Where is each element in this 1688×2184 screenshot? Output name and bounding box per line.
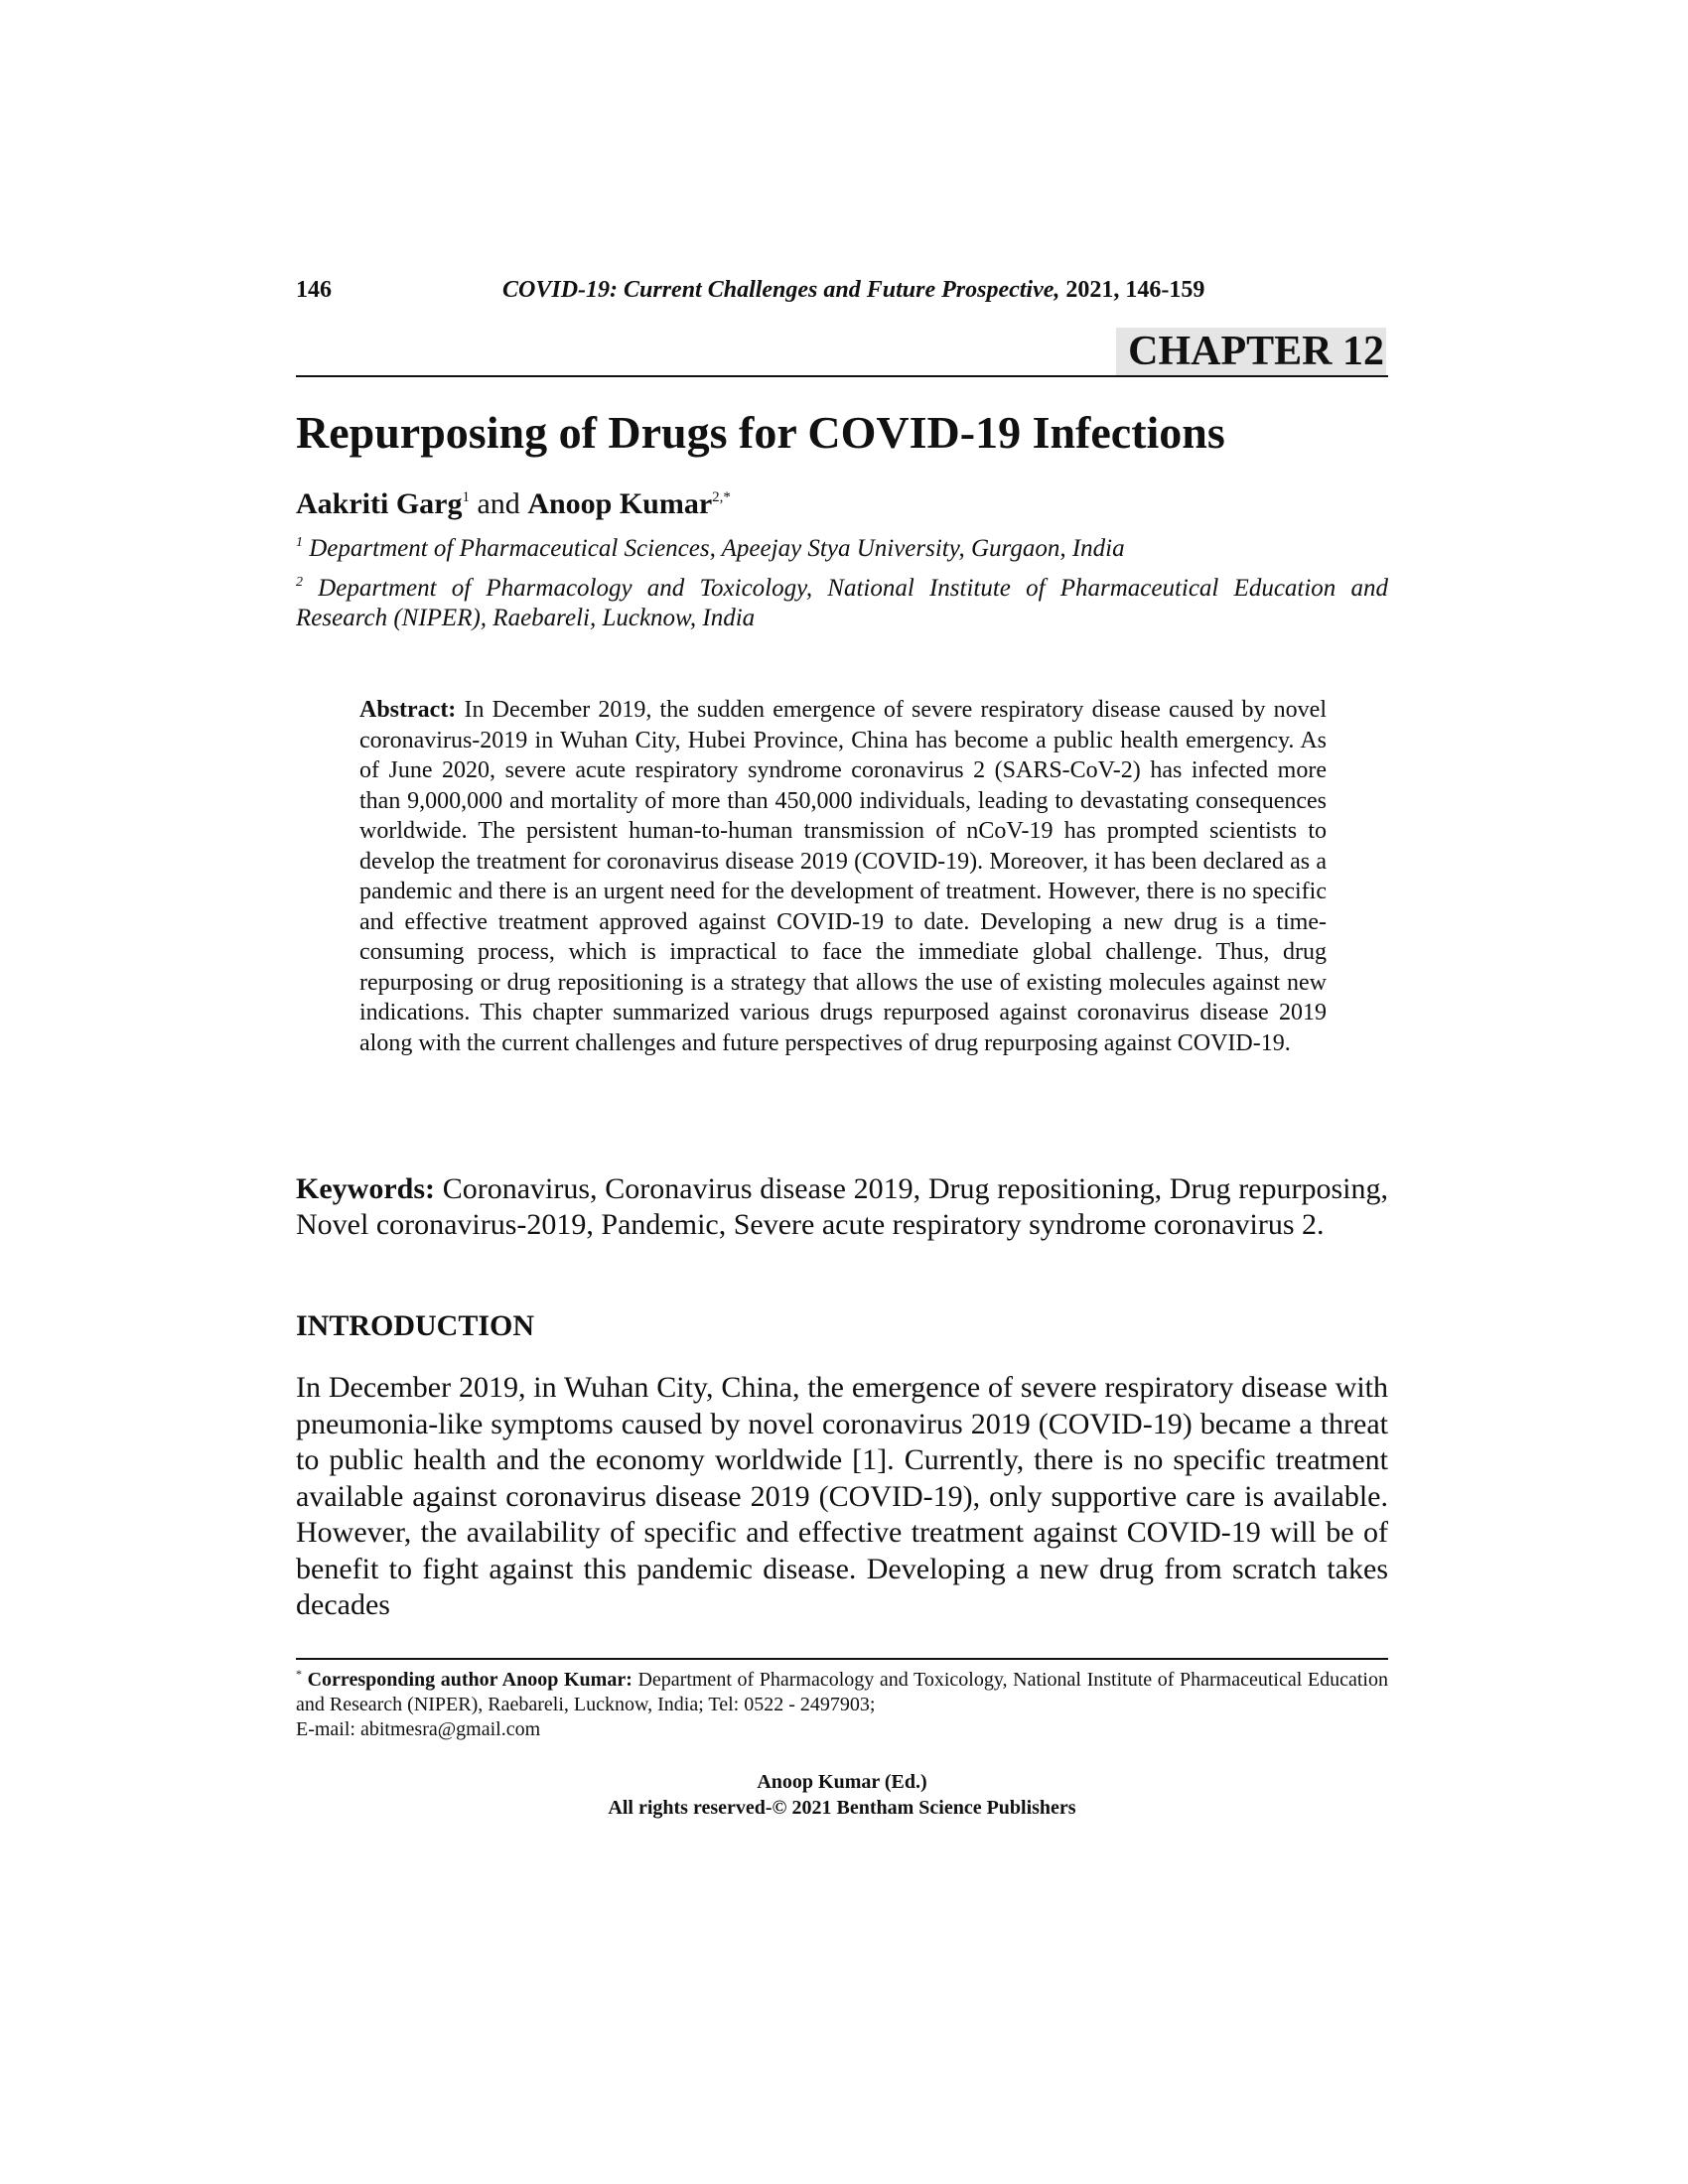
affiliation-2 — [296, 574, 1388, 633]
author-conjunction: and — [469, 487, 528, 520]
keywords-label: Keywords: — [296, 1172, 435, 1205]
page-footer — [296, 1769, 1388, 1821]
author-name: Aakriti Garg — [296, 487, 463, 520]
affiliation-marker: 1 — [296, 535, 303, 550]
author-line — [296, 484, 731, 524]
journal-title: COVID-19: Current Challenges and Future Prospective, — [502, 277, 1060, 303]
chapter-title: Repurposing of Drugs for COVID-19 Infections — [296, 407, 1225, 458]
affiliation-marker: 2,* — [712, 489, 731, 505]
author-name: Anoop Kumar — [527, 487, 713, 520]
footnote-divider — [296, 1658, 1388, 1660]
affiliation-text: Department of Pharmacology and Toxicology, National Institute of Pharmaceutical Education and Research (NIPER), Raebareli, Lucknow, India — [296, 575, 1388, 631]
running-header — [296, 274, 1388, 306]
journal-citation — [502, 274, 1204, 306]
footnote-text: Department of Pharmacology and Toxicology, National Institute of Pharmaceutical Education and Research (NIPER), Raebareli, Lucknow, India; Tel: 0522 - 2497903; — [296, 1669, 1388, 1715]
keywords-text: Coronavirus, Coronavirus disease 2019, Drug repositioning, Drug repurposing, Novel coronavirus-2019, Pandemic, Severe acute respiratory syndrome coronavirus 2. — [296, 1172, 1388, 1241]
abstract-text: In December 2019, the sudden emergence of severe respiratory disease caused by novel coronavirus-2019 in Wuhan City, Hubei Province, China has become a public health emergency. As of June 2020, severe acute respiratory syndrome coronavirus 2 (SARS-CoV-2) has infected more than 9,000,000 and mortality of more than 450,000 individuals, leading to devastating consequences worldwide. The persistent human-to-human transmission of nCoV-19 has prompted scientists to develop the treatment for coronavirus disease 2019 (COVID-19). Moreover, it has been declared as a pandemic and there is an urgent need for the development of treatment. However, there is no specific and effective treatment approved against COVID-19 to date. Developing a new drug is a time-consuming process, which is impractical to face the immediate global challenge. Thus, drug repurposing or drug repositioning is a strategy that allows the use of existing molecules against new indications. This chapter summarized various drugs repurposed against coronavirus disease 2019 along with the current challenges and future perspectives of drug repurposing against COVID-19. — [359, 697, 1327, 1056]
corresponding-author-footnote — [296, 1668, 1388, 1742]
introduction-paragraph: In December 2019, in Wuhan City, China, the emergence of severe respiratory disease with pneumonia-like symptoms caused by novel coronavirus 2019 (COVID-19) became a threat to public health and the economy worldwide [1]. Currently, there is no specific treatment available against coronavirus disease 2019 (COVID-19), only supportive care is available. However, the availability of specific and effective treatment against COVID-19 will be of benefit to fight against this pandemic disease. Developing a new drug from scratch takes decades — [296, 1371, 1388, 1621]
abstract — [359, 695, 1327, 1058]
footnote-label: Corresponding author Anoop Kumar: — [302, 1669, 633, 1691]
journal-details: 2021, 146-159 — [1059, 277, 1205, 303]
keywords — [296, 1171, 1388, 1243]
footnote-email: E-mail: abitmesra@gmail.com — [296, 1718, 541, 1740]
abstract-label: Abstract: — [359, 697, 457, 723]
section-heading-introduction: INTRODUCTION — [296, 1309, 535, 1342]
chapter-divider — [296, 375, 1388, 377]
footnote-marker: * — [296, 1667, 302, 1681]
affiliation-marker: 1 — [462, 489, 470, 505]
footer-rights: All rights reserved-© 2021 Bentham Science Publishers — [608, 1797, 1076, 1819]
page-number: 146 — [296, 277, 332, 303]
affiliation-marker: 2 — [296, 575, 303, 590]
chapter-label: CHAPTER 12 — [1116, 328, 1386, 375]
footer-editor: Anoop Kumar (Ed.) — [757, 1771, 927, 1793]
affiliation-text: Department of Pharmaceutical Sciences, Apeejay Stya University, Gurgaon, India — [303, 535, 1125, 562]
affiliation-1 — [296, 534, 1388, 564]
